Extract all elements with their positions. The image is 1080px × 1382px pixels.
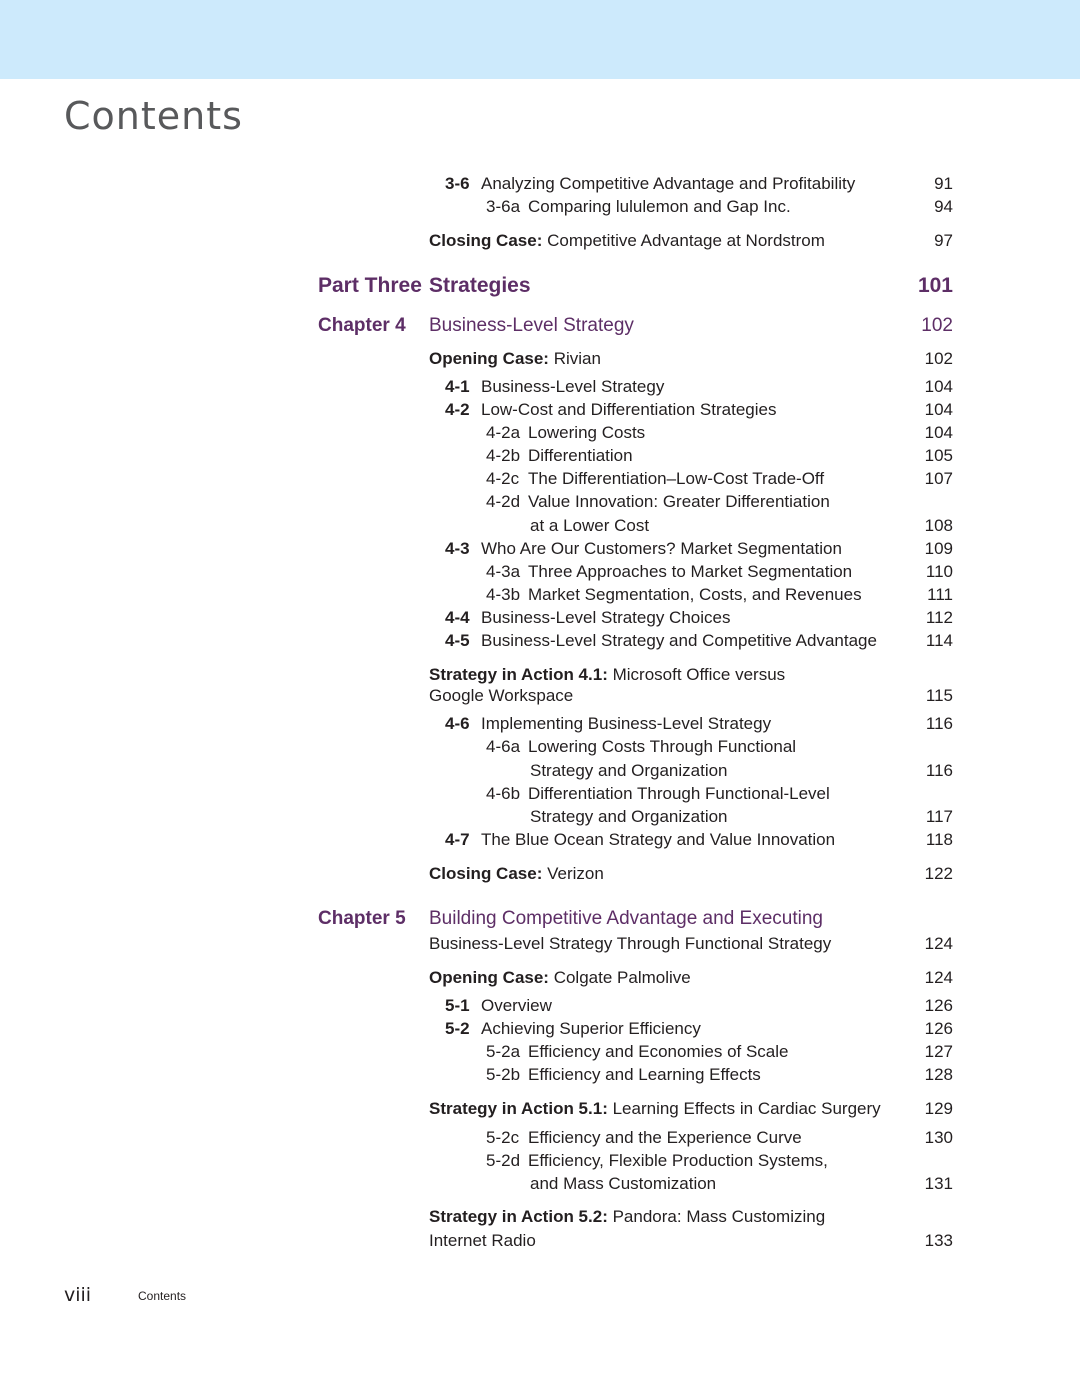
entry-title: Strategy and Organization xyxy=(530,807,728,826)
entry-title: Microsoft Office versus xyxy=(612,665,786,684)
chapter-label: Chapter 5 xyxy=(318,908,406,929)
entry-title: Differentiation Through Functional-Level xyxy=(528,784,830,803)
toc-entry-text xyxy=(429,686,573,706)
case-label: Opening Case: xyxy=(429,349,549,368)
section-number: 4-1 xyxy=(445,377,470,396)
toc-entry-text xyxy=(429,274,531,298)
section-number: 4-2 xyxy=(445,400,470,419)
toc-entry-text xyxy=(429,1231,536,1251)
toc-entry-text xyxy=(445,377,664,397)
entry-title: Business-Level Strategy Through Functional Strategy xyxy=(429,934,832,953)
entry-title: Efficiency and Economies of Scale xyxy=(528,1042,789,1061)
page-number: 101 xyxy=(917,274,953,297)
toc-entry-text xyxy=(486,423,645,443)
section-number: 4-3b xyxy=(486,585,521,604)
toc-entry-text xyxy=(429,1207,825,1227)
toc-entry-text xyxy=(486,784,830,804)
entry-title: and Mass Customization xyxy=(530,1174,717,1193)
section-number: 3-6a xyxy=(486,197,521,216)
entry-title: Lowering Costs xyxy=(528,423,646,442)
section-number: 4-3a xyxy=(486,562,521,581)
toc-entry-text xyxy=(530,761,728,781)
page-number: 104 xyxy=(924,400,953,419)
toc-entry-text xyxy=(486,1151,828,1171)
section-number: 4-2a xyxy=(486,423,521,442)
section-number: 4-2b xyxy=(486,446,521,465)
toc-entry-text xyxy=(445,174,855,194)
page-number: 118 xyxy=(925,830,953,849)
chapter-label: Chapter 4 xyxy=(318,315,406,336)
entry-title: Implementing Business-Level Strategy xyxy=(481,714,772,733)
page-number: 117 xyxy=(925,807,953,826)
toc-entry-text xyxy=(530,807,728,827)
toc-entry-text xyxy=(486,562,852,582)
toc-entry-text xyxy=(429,934,831,954)
page-number: 126 xyxy=(924,996,953,1015)
page-number: 104 xyxy=(924,377,953,396)
toc-entry-text xyxy=(429,968,691,988)
page-number: 116 xyxy=(925,761,953,780)
entry-title: Pandora: Mass Customizing xyxy=(612,1207,826,1226)
section-number: 4-4 xyxy=(445,608,470,627)
toc-entry-text xyxy=(486,585,862,605)
page-number: 130 xyxy=(924,1128,953,1147)
toc-entry-text xyxy=(486,469,824,489)
toc-entry-text xyxy=(530,516,649,536)
entry-title: Efficiency and Learning Effects xyxy=(528,1065,761,1084)
toc-entry-text xyxy=(445,996,552,1016)
page-number: 124 xyxy=(924,934,953,953)
page-number: 109 xyxy=(924,539,953,558)
entry-title: Colgate Palmolive xyxy=(553,968,691,987)
toc-entry-text xyxy=(530,1174,716,1194)
toc-entry-text xyxy=(486,1042,789,1062)
toc-entry-text xyxy=(445,539,842,559)
entry-title: Low-Cost and Differentiation Strategies xyxy=(481,400,777,419)
toc-entry-text xyxy=(486,446,633,466)
toc-entry-text xyxy=(429,1099,881,1119)
toc-entry-text xyxy=(445,608,730,628)
section-number: 5-1 xyxy=(445,996,470,1015)
page-number: 112 xyxy=(925,608,953,627)
entry-title: Verizon xyxy=(547,864,604,883)
page-number: 122 xyxy=(924,864,953,883)
entry-title: Value Innovation: Greater Differentiation xyxy=(528,492,830,511)
case-label: Strategy in Action 5.2: xyxy=(429,1207,608,1226)
toc-entry-text xyxy=(429,349,601,369)
entry-title: at a Lower Cost xyxy=(530,516,650,535)
page-number: 127 xyxy=(924,1042,953,1061)
section-number: 4-2d xyxy=(486,492,521,511)
entry-title: Learning Effects in Cardiac Surgery xyxy=(612,1099,881,1118)
toc-entry-text xyxy=(445,830,835,850)
section-number: 4-5 xyxy=(445,631,470,650)
case-label: Closing Case: xyxy=(429,231,543,250)
folio-page-number: viii xyxy=(64,1284,92,1306)
entry-title: The Blue Ocean Strategy and Value Innovation xyxy=(481,830,836,849)
section-number: 4-2c xyxy=(486,469,520,488)
entry-title: Overview xyxy=(481,996,552,1015)
page-number: 105 xyxy=(924,446,953,465)
entry-title: Differentiation xyxy=(528,446,633,465)
toc-entry-text xyxy=(486,492,830,512)
section-number: 5-2c xyxy=(486,1128,520,1147)
page-number: 91 xyxy=(934,174,953,193)
page-number: 104 xyxy=(924,423,953,442)
section-number: 4-7 xyxy=(445,830,470,849)
toc-entry-text xyxy=(445,1019,701,1039)
entry-title: Who Are Our Customers? Market Segmentation xyxy=(481,539,842,558)
entry-title: Achieving Superior Efficiency xyxy=(481,1019,701,1038)
entry-title: Strategy and Organization xyxy=(530,761,728,780)
section-number: 4-6b xyxy=(486,784,521,803)
entry-title: Comparing lululemon and Gap Inc. xyxy=(528,197,791,216)
case-label: Strategy in Action 5.1: xyxy=(429,1099,608,1118)
page-number: 133 xyxy=(924,1231,953,1250)
toc-entry-text xyxy=(486,737,796,757)
entry-title: Rivian xyxy=(553,349,601,368)
entry-title: Business-Level Strategy Choices xyxy=(481,608,731,627)
entry-title: Analyzing Competitive Advantage and Profitability xyxy=(481,174,856,193)
page-number: 131 xyxy=(924,1174,953,1193)
toc-entry-text xyxy=(445,714,771,734)
case-label: Closing Case: xyxy=(429,864,543,883)
section-number: 3-6 xyxy=(445,174,470,193)
entry-title: Business-Level Strategy xyxy=(429,315,634,336)
toc-entry-text xyxy=(486,1128,802,1148)
toc-entry-text xyxy=(445,631,877,651)
entry-title: Competitive Advantage at Nordstrom xyxy=(547,231,825,250)
entry-title: Building Competitive Advantage and Executing xyxy=(429,908,823,929)
page-number: 115 xyxy=(925,686,953,705)
entry-title: Google Workspace xyxy=(429,686,574,705)
page-number: 102 xyxy=(921,315,953,336)
section-number: 5-2b xyxy=(486,1065,521,1084)
page-number: 116 xyxy=(925,714,953,733)
toc-entry-text xyxy=(429,231,825,251)
entry-title: Lowering Costs Through Functional xyxy=(528,737,797,756)
case-label: Opening Case: xyxy=(429,968,549,987)
toc-entry-text xyxy=(486,1065,761,1085)
page-title: Contents xyxy=(64,94,243,138)
page-number: 126 xyxy=(924,1019,953,1038)
page-number: 108 xyxy=(924,516,953,535)
case-label: Strategy in Action 4.1: xyxy=(429,665,608,684)
entry-title: Strategies xyxy=(429,274,531,297)
entry-title: Business-Level Strategy xyxy=(481,377,665,396)
toc-entry-text xyxy=(429,315,634,337)
page-number: 94 xyxy=(934,197,953,216)
page-number: 111 xyxy=(927,585,953,604)
page-number: 110 xyxy=(925,562,953,581)
entry-title: Internet Radio xyxy=(429,1231,536,1250)
section-number: 4-6a xyxy=(486,737,521,756)
toc-entry-text xyxy=(429,665,785,685)
page-number: 102 xyxy=(924,349,953,368)
toc-entry-text xyxy=(486,197,791,217)
entry-title: Efficiency, Flexible Production Systems, xyxy=(528,1151,828,1170)
page-number: 124 xyxy=(924,968,953,987)
section-number: 4-3 xyxy=(445,539,470,558)
page-number: 128 xyxy=(924,1065,953,1084)
page-number: 129 xyxy=(924,1099,953,1118)
entry-title: Three Approaches to Market Segmentation xyxy=(528,562,853,581)
toc-entry-text xyxy=(445,400,776,420)
header-band xyxy=(0,0,1080,79)
running-head: Contents xyxy=(138,1289,187,1303)
section-number: 5-2d xyxy=(486,1151,521,1170)
section-number: 5-2a xyxy=(486,1042,521,1061)
entry-title: Market Segmentation, Costs, and Revenues xyxy=(528,585,862,604)
toc-entry-text xyxy=(429,908,823,930)
page-number: 114 xyxy=(925,631,953,650)
page-number: 97 xyxy=(934,231,953,250)
entry-title: Efficiency and the Experience Curve xyxy=(528,1128,802,1147)
toc-entry-text xyxy=(429,864,604,884)
section-number: 4-6 xyxy=(445,714,470,733)
page-number: 107 xyxy=(924,469,953,488)
entry-title: The Differentiation–Low-Cost Trade-Off xyxy=(528,469,825,488)
section-number: 5-2 xyxy=(445,1019,470,1038)
part-label: Part Three xyxy=(318,274,422,297)
entry-title: Business-Level Strategy and Competitive Advantage xyxy=(481,631,877,650)
